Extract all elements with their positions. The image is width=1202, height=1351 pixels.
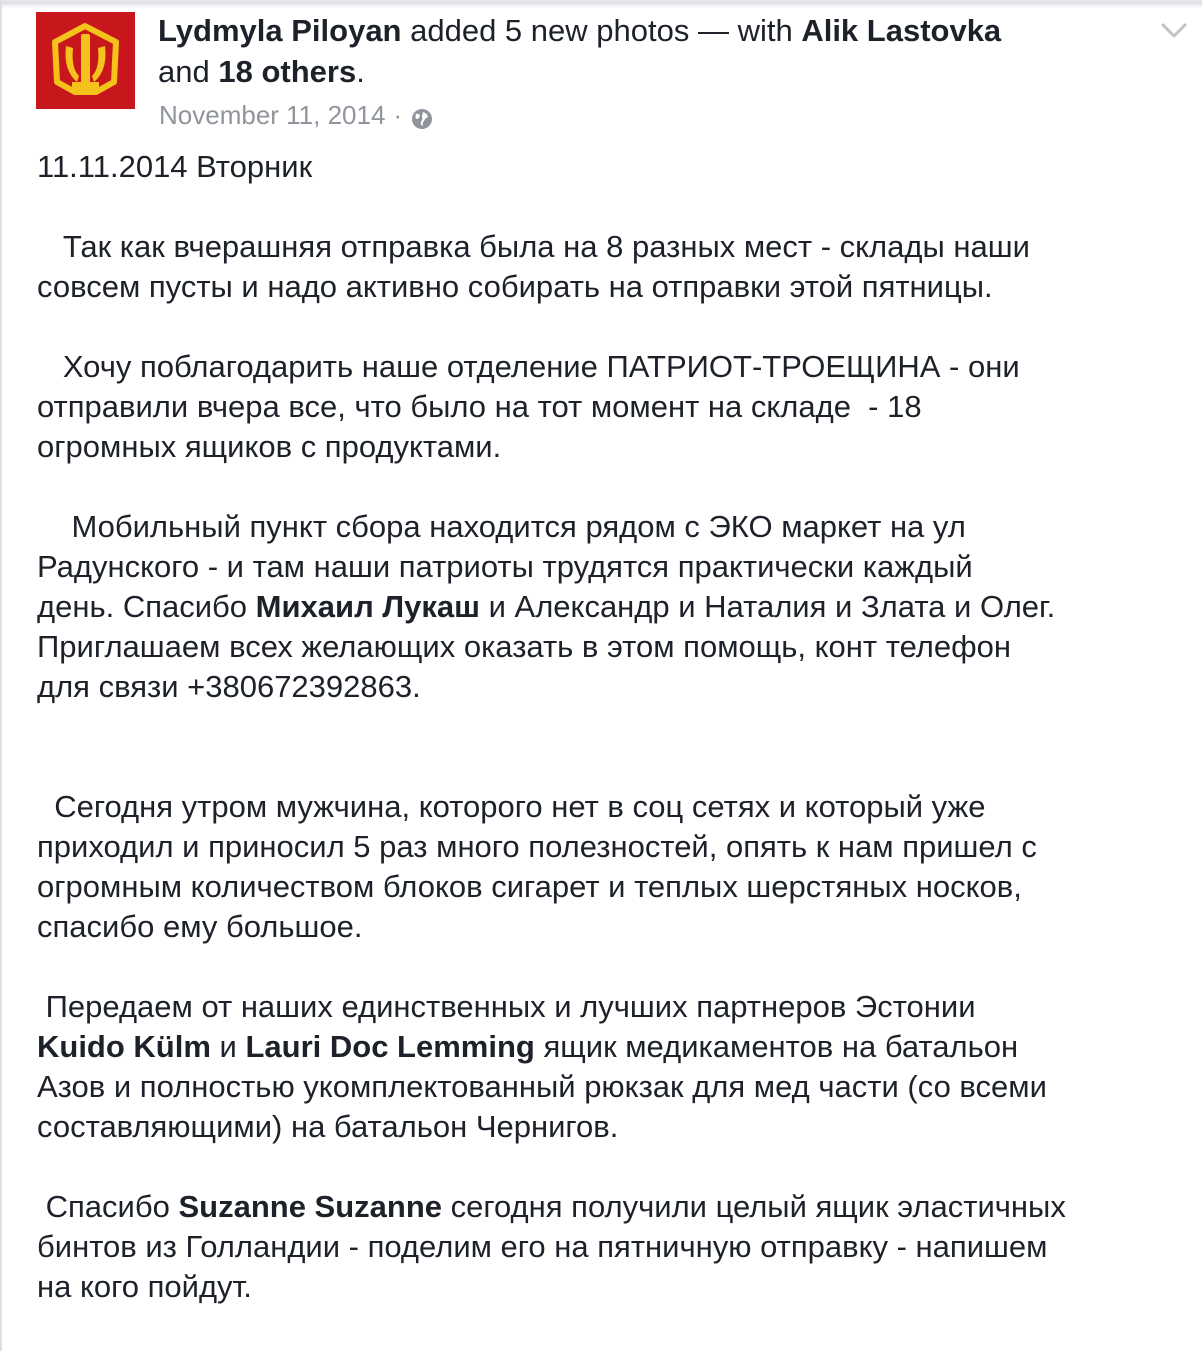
- paragraph-line: для связи +380672392863.: [37, 669, 421, 704]
- and-text: and: [158, 54, 219, 89]
- post-date-heading: 11.11.2014 Вторник: [37, 149, 313, 184]
- line-text: день. Спасибо: [37, 589, 256, 624]
- meta-separator: ·: [393, 100, 403, 130]
- paragraph-line: бинтов из Голландии - поделим его на пятничную отправку - напишем: [37, 1229, 1048, 1264]
- paragraph-line: Сегодня утром мужчина, которого нет в соц сетях и который уже: [37, 789, 986, 824]
- paragraph-line: [37, 1027, 1187, 1067]
- tagged-kuido-link[interactable]: Kuido Külm: [37, 1029, 211, 1064]
- paragraph-line: огромным количеством блоков сигарет и теплых шерстяных носков,: [37, 869, 1022, 904]
- paragraph-line: на кого пойдут.: [37, 1269, 252, 1304]
- avatar[interactable]: [36, 12, 135, 109]
- paragraph-line: совсем пусты и надо активно собирать на отправки этой пятницы.: [37, 269, 993, 304]
- line-text: ящик медикаментов на батальон: [534, 1029, 1019, 1064]
- paragraph-line: Радунского - и там наши патриоты трудятся практически каждый: [37, 549, 973, 584]
- others-link[interactable]: 18 others: [218, 54, 357, 89]
- line-text: и Александр и Наталия и Злата и Олег.: [479, 589, 1056, 624]
- paragraph-line: Передаем от наших единственных и лучших партнеров Эстонии: [37, 989, 976, 1024]
- post-meta: [159, 96, 434, 134]
- tagged-lauri-link[interactable]: Lauri Doc Lemming: [245, 1029, 535, 1064]
- paragraph-line: огромных ящиков с продуктами.: [37, 429, 502, 464]
- paragraph-line: Мобильный пункт сбора находится рядом с ЭКО маркет на ул: [37, 509, 966, 544]
- tagged-mikhail-link[interactable]: Михаил Лукаш: [255, 589, 480, 624]
- globe-icon[interactable]: [410, 103, 434, 127]
- header-period: .: [356, 54, 365, 89]
- author-name-link[interactable]: Lydmyla Piloyan: [158, 13, 402, 48]
- line-text: Спасибо: [37, 1189, 179, 1224]
- post-date-link[interactable]: November 11, 2014: [159, 100, 386, 130]
- paragraph-line: спасибо ему большое.: [37, 909, 363, 944]
- chevron-down-icon[interactable]: [1160, 20, 1188, 42]
- paragraph-line: [37, 587, 1187, 627]
- tagged-person-link[interactable]: Alik Lastovka: [801, 13, 1002, 48]
- line-text: сегодня получили целый ящик эластичных: [442, 1189, 1066, 1224]
- paragraph-line: [37, 1187, 1187, 1227]
- post-header: [158, 10, 1118, 92]
- paragraph-line: приходил и приносил 5 раз много полезностей, опять к нам пришел с: [37, 829, 1037, 864]
- paragraph-line: Приглашаем всех желающих оказать в этом помощь, конт телефон: [37, 629, 1011, 664]
- paragraph-line: составляющими) на батальон Чернигов.: [37, 1109, 619, 1144]
- paragraph-line: отправили вчера все, что было на тот момент на складе - 18: [37, 389, 922, 424]
- line-text: и: [210, 1029, 246, 1064]
- tagged-suzanne-link[interactable]: Suzanne Suzanne: [178, 1189, 443, 1224]
- trident-logo-icon: [36, 12, 135, 109]
- top-strip: [2, 2, 1202, 8]
- paragraph-line: Хочу поблагодарить наше отделение ПАТРИОТ-ТРОЕЩИНА - они: [37, 349, 1020, 384]
- post-body: [37, 147, 1187, 1307]
- post-action-text: added 5 new photos — with: [401, 13, 802, 48]
- paragraph-line: Азов и полностью укомплектованный рюкзак для мед части (со всеми: [37, 1069, 1047, 1104]
- paragraph-line: Так как вчерашняя отправка была на 8 разных мест - склады наши: [37, 229, 1030, 264]
